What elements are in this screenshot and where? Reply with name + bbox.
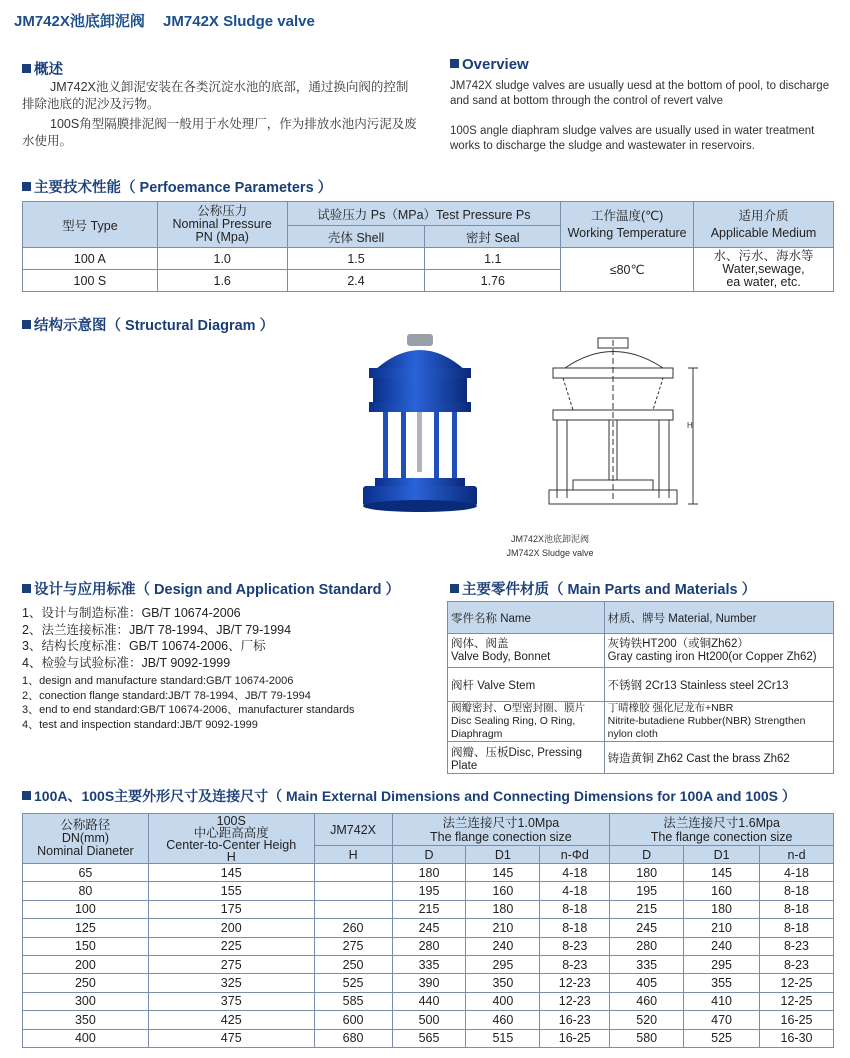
square-bullet-icon [22,320,31,329]
cell-n-d-2: 4-18 [760,864,834,882]
cell-pn: 1.0 [157,248,287,270]
cell-d-2: 180 [610,864,684,882]
th-shell: 壳体 Shell [287,226,425,248]
dims-heading: 100A、100S主要外形尺寸及连接尺寸（ Main External Dimensions and Connecting Dimensions for 100A and 100S ） [22,786,796,806]
cell-100s-h: 325 [148,974,314,992]
caption-en: JM742X Sludge valve [506,548,594,558]
square-bullet-icon [22,791,31,800]
materials-table [447,601,834,774]
th-applicable-medium: 适用介质 Applicable Medium [694,202,834,248]
th-d1-2: D1 [684,846,760,864]
cell-d1: 350 [466,974,540,992]
cell-d1: 160 [466,882,540,900]
cell-dn: 65 [23,864,149,882]
overview-en-p2: 100S angle diaphram sludge valves are usually used in water treatment works to discharge the sludge and wastewater in reservoirs. [450,125,815,152]
th-nominal-diameter: 公称路径 DN(mm) Nominal Dianeter [23,814,149,864]
table-row [23,955,834,973]
cell-n-d: 8-23 [540,955,610,973]
cell-d-2: 245 [610,919,684,937]
cell-dn: 350 [23,1011,149,1029]
cell-d: 245 [392,919,466,937]
cell-dn: 125 [23,919,149,937]
cell-seal: 1.76 [425,270,561,292]
table-row [23,1029,834,1047]
th-n-d: n-Φd [540,846,610,864]
cell-n-d: 8-18 [540,900,610,918]
cell-jm742x-h: 250 [314,955,392,973]
cell-d-2: 460 [610,992,684,1010]
cell-d-2: 580 [610,1029,684,1047]
cell-material: 铸造黄铜 Zh62 Cast the brass Zh62 [604,742,833,774]
cell-d1-2: 145 [684,864,760,882]
cell-d1: 145 [466,864,540,882]
cell-100s-h: 175 [148,900,314,918]
th-n-d-2: n-d [760,846,834,864]
table-row [23,1011,834,1029]
cell-d1-2: 160 [684,882,760,900]
perf-heading: 主要技术性能（ Perfoemance Parameters ） [22,176,332,197]
th-flange-1-6: 法兰连接尺寸1.6Mpa The flange conection size [610,814,834,846]
cell-n-d: 8-18 [540,919,610,937]
list-item: 1、设计与制造标准：GB/T 10674-2006 [22,606,241,620]
cell-jm742x-h: 585 [314,992,392,1010]
cell-n-d-2: 8-23 [760,937,834,955]
cell-part: 阀体、阀盖 Valve Body, Bonnet [448,634,605,668]
cell-n-d: 12-23 [540,974,610,992]
overview-en-heading: Overview [450,56,529,73]
cell-n-d: 4-18 [540,864,610,882]
cell-n-d-2: 8-23 [760,955,834,973]
cell-d-2: 280 [610,937,684,955]
table-row [23,974,834,992]
list-item: 3、结构长度标准：GB/T 10674-2006、厂标 [22,639,266,653]
th-center-height: 100S 中心距高高度 Center-to-Center Heigh H [148,814,314,864]
cell-d1-2: 295 [684,955,760,973]
square-bullet-icon [22,182,31,191]
cell-d1: 240 [466,937,540,955]
cell-d1: 460 [466,1011,540,1029]
cell-d-2: 215 [610,900,684,918]
cell-d1: 210 [466,919,540,937]
cell-shell: 2.4 [287,270,425,292]
th-d1: D1 [466,846,540,864]
cell-type: 100 S [23,270,158,292]
th-jm742x: JM742X [314,814,392,846]
overview-cn-p1: JM742X池义卸泥安装在各类沉淀水池的底部，通过换向阀的控制排除池底的泥沙及污物。 [22,80,409,111]
th-type: 型号 Type [23,202,158,248]
cell-100s-h: 145 [148,864,314,882]
square-bullet-icon [450,59,459,68]
cell-part: 阀瓣、压板Disc, Pressing Plate [448,742,605,774]
dimension-h-label: H [687,421,693,430]
cell-dn: 250 [23,974,149,992]
cell-material: 灰铸铁HT200（或铜Zh62） Gray casting iron Ht200(or Copper Zh62) [604,634,833,668]
th-d-2: D [610,846,684,864]
cell-n-d-2: 12-25 [760,974,834,992]
th-test-pressure: 试验压力 Ps（MPa）Test Pressure Ps [287,202,561,226]
table-row [23,919,834,937]
cell-n-d-2: 8-18 [760,882,834,900]
th-seal: 密封 Seal [425,226,561,248]
cell-d-2: 520 [610,1011,684,1029]
cell-d1: 295 [466,955,540,973]
square-bullet-icon [22,64,31,73]
cell-d: 180 [392,864,466,882]
cell-material: 不锈钢 2Cr13 Stainless steel 2Cr13 [604,668,833,702]
cell-d1-2: 470 [684,1011,760,1029]
cell-d: 565 [392,1029,466,1047]
cell-dn: 100 [23,900,149,918]
cell-n-d-2: 16-30 [760,1029,834,1047]
cell-d1: 400 [466,992,540,1010]
cell-type: 100 A [23,248,158,270]
cell-n-d: 8-23 [540,937,610,955]
cell-d1-2: 525 [684,1029,760,1047]
cell-jm742x-h: 525 [314,974,392,992]
standards-heading: 设计与应用标准（ Design and Application Standard ） [22,578,400,599]
cell-jm742x-h: 275 [314,937,392,955]
cell-dn: 150 [23,937,149,955]
th-material: 材质、牌号 Material, Number [604,602,833,634]
standards-en-list [22,674,432,732]
table-row [448,702,834,742]
cell-d: 280 [392,937,466,955]
title-en: JM742X Sludge valve [163,13,315,30]
cell-d1: 515 [466,1029,540,1047]
list-item: 4、检验与试验标准：JB/T 9092-1999 [22,655,231,670]
cell-100s-h: 200 [148,919,314,937]
table-row [23,864,834,882]
cell-part: 阀瓣密封、O型密封圈、膜片 Disc Sealing Ring, O Ring, Diaphragm [448,702,605,742]
materials-heading: 主要零件材质（ Main Parts and Materials ） [450,578,756,599]
overview-cn-heading: 概述 [22,58,63,79]
cell-jm742x-h [314,900,392,918]
cell-n-d: 16-23 [540,1011,610,1029]
overview-en-text [450,79,838,154]
cell-d: 500 [392,1011,466,1029]
cell-d-2: 405 [610,974,684,992]
th-flange-1-0: 法兰连接尺寸1.0Mpa The flange conection size [392,814,610,846]
performance-table [22,201,834,292]
th-nominal-pressure: 公称压力 Nominal Pressure PN (Mpa) [157,202,287,248]
overview-cn-text [22,79,417,150]
cell-n-d-2: 16-25 [760,1011,834,1029]
cell-d: 390 [392,974,466,992]
cell-100s-h: 155 [148,882,314,900]
cell-d: 195 [392,882,466,900]
cell-d1-2: 410 [684,992,760,1010]
diagram-caption [460,532,640,558]
cell-d1-2: 240 [684,937,760,955]
page-title [14,10,329,31]
cell-jm742x-h: 680 [314,1029,392,1047]
table-row [23,882,834,900]
cell-jm742x-h [314,882,392,900]
valve-drawing-icon [543,330,708,515]
th-jm742x-h: H [314,846,392,864]
list-item: 2、conection flange standard:JB/T 78-1994、JB/T 79-1994 [22,689,311,702]
cell-jm742x-h: 260 [314,919,392,937]
list-item: 1、design and manufacture standard:GB/T 10674-2006 [22,675,294,687]
cell-dn: 80 [23,882,149,900]
cell-d1-2: 210 [684,919,760,937]
cell-seal: 1.1 [425,248,561,270]
cell-jm742x-h: 600 [314,1011,392,1029]
cell-dn: 400 [23,1029,149,1047]
dimensions-body [23,864,834,1048]
cell-100s-h: 275 [148,955,314,973]
dimensions-table [22,813,834,1048]
table-row [448,668,834,702]
table-row [448,634,834,668]
table-row [448,742,834,774]
list-item: 3、end to end standard:GB/T 10674-2006、manufacturer standards [22,704,355,716]
table-row [23,992,834,1010]
table-row [23,900,834,918]
th-working-temperature: 工作温度(℃) Working Temperature [561,202,694,248]
cell-d1-2: 180 [684,900,760,918]
cell-n-d-2: 12-25 [760,992,834,1010]
cell-n-d: 4-18 [540,882,610,900]
cell-n-d: 16-25 [540,1029,610,1047]
table-row [23,937,834,955]
diagram-heading: 结构示意图（ Structural Diagram ） [22,314,274,335]
title-cn: JM742X池底卸泥阀 [14,13,145,30]
square-bullet-icon [22,584,31,593]
list-item: 4、test and inspection standard:JB/T 9092-1999 [22,718,258,731]
cell-d-2: 195 [610,882,684,900]
cell-part: 阀杆 Valve Stem [448,668,605,702]
standards-cn-list [22,605,422,671]
cell-jm742x-h [314,864,392,882]
overview-en-p1: JM742X sludge valves are usually uesd at the bottom of pool, to discharge and sand at bottom through the control of revert valve [450,80,830,107]
cell-medium: 水、污水、海水等 Water,sewage, ea water, etc. [694,248,834,292]
table-row [23,248,834,270]
cell-temperature: ≤80℃ [561,248,694,292]
cell-n-d-2: 8-18 [760,900,834,918]
cell-dn: 300 [23,992,149,1010]
cell-material: 丁晴橡胶 强化尼龙布+NBR Nitrite-butadiene Rubber(NBR) Strengthen nylon cloth [604,702,833,742]
cell-dn: 200 [23,955,149,973]
cell-d: 440 [392,992,466,1010]
list-item: 2、法兰连接标准：JB/T 78-1994、JB/T 79-1994 [22,622,292,637]
cell-d: 335 [392,955,466,973]
cell-100s-h: 425 [148,1011,314,1029]
cell-n-d-2: 8-18 [760,919,834,937]
th-d: D [392,846,466,864]
valve-photo-icon [355,330,485,520]
caption-cn: JM742X池底卸泥阀 [510,534,590,544]
cell-d1-2: 355 [684,974,760,992]
cell-100s-h: 375 [148,992,314,1010]
cell-pn: 1.6 [157,270,287,292]
cell-n-d: 12-23 [540,992,610,1010]
th-part-name: 零件名称 Name [448,602,605,634]
cell-100s-h: 475 [148,1029,314,1047]
cell-shell: 1.5 [287,248,425,270]
cell-d-2: 335 [610,955,684,973]
overview-cn-p2: 100S角型隔膜排泥阀一般用于水处理厂，作为排放水池内污泥及废水使用。 [22,117,417,148]
cell-d1: 180 [466,900,540,918]
cell-d: 215 [392,900,466,918]
square-bullet-icon [450,584,459,593]
cell-100s-h: 225 [148,937,314,955]
